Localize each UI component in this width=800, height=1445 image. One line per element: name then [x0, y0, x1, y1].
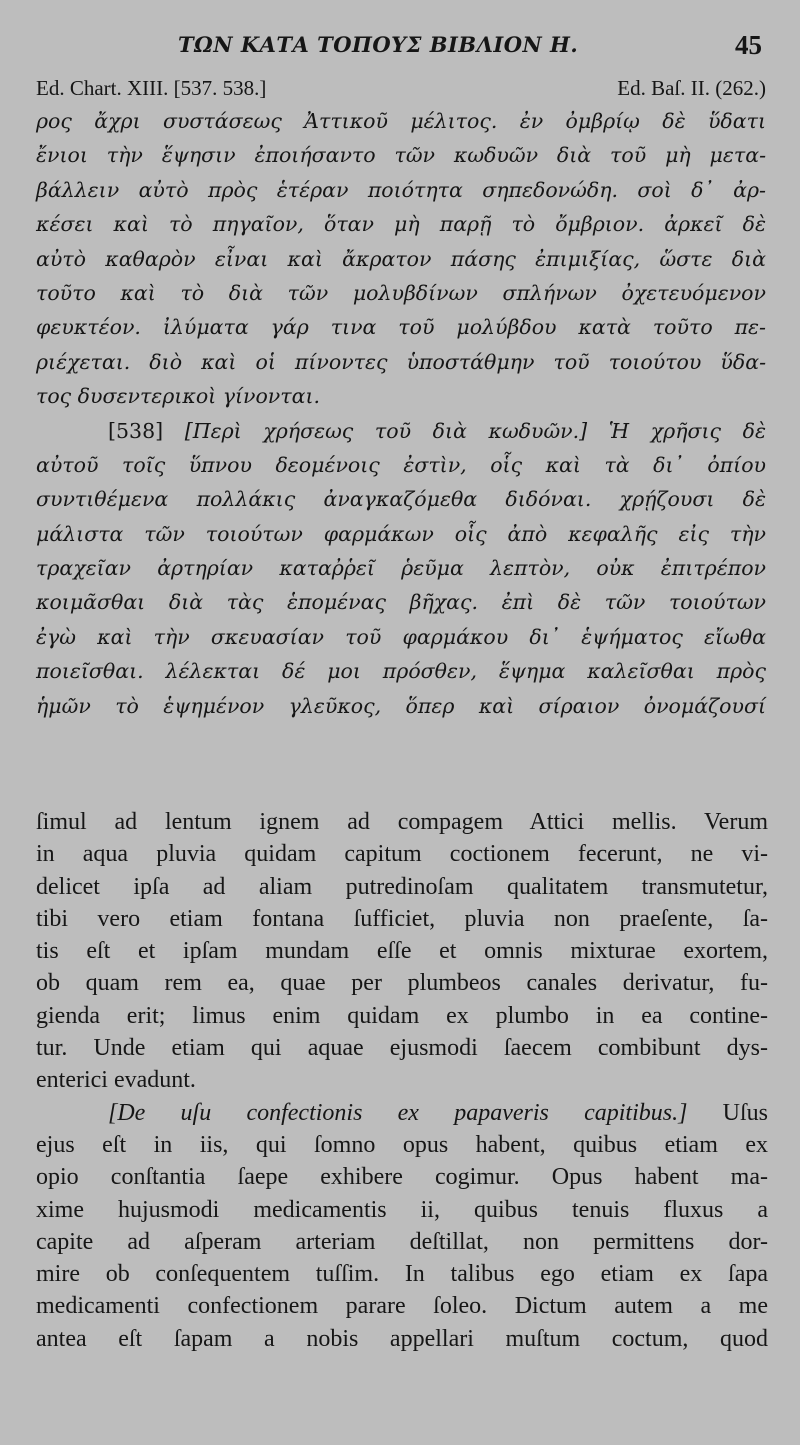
greek-line: ποιεῖσθαι. λέλεκται δέ μοι πρόσθεν, ἕψημα καλεῖσθαι πρὸς: [36, 659, 766, 684]
latin-line: enterici evadunt.: [36, 1067, 196, 1094]
edition-reference: [36, 76, 766, 102]
greek-line: ριέχεται. διὸ καὶ οἱ πίνοντες ὑποστάθμην τοῦ τοιούτου ὕδα-: [36, 349, 766, 374]
greek-line: τος δυσεντερικοὶ γίνονται.: [36, 384, 321, 409]
latin-line: opio conſtantia ſaepe exhibere cogimur. Opus habent ma-: [36, 1164, 768, 1191]
greek-text: [36, 104, 766, 723]
greek-line: κέσει καὶ τὸ πηγαῖον, ὅταν μὴ παρῇ τὸ ὄμβριον. ἀρκεῖ δὲ: [36, 212, 766, 237]
latin-line: capite ad aſperam arteriam deſtillat, non permittens dor-: [36, 1228, 768, 1255]
latin-line: xime hujusmodi medicamentis ii, quibus tenuis fluxus a: [36, 1196, 768, 1223]
greek-line: φευκτέον. ἰλύματα γάρ τινα τοῦ μολύβδου κατὰ τοῦτο πε-: [36, 315, 766, 340]
latin-line: mire ob conſequentem tuſſim. In talibus ego etiam ex ſapa: [36, 1261, 768, 1288]
greek-line: ἔνιοι τὴν ἕψησιν ἐποιήσαντο τῶν κωδυῶν διὰ τοῦ μὴ μετα-: [36, 143, 766, 168]
latin-line: tis eſt et ipſam mundam eſſe et omnis mixturae exortem,: [36, 938, 768, 965]
latin-line-rest: Uſus: [722, 1099, 768, 1126]
edition-chartier: Ed. Chart. XIII. [537. 538.]: [36, 76, 267, 100]
latin-line: ſimul ad lentum ignem ad compagem Attici mellis. Verum: [36, 809, 768, 835]
greek-line: αὐτὸ καθαρὸν εἶναι καὶ ἄκρατον πάσης ἐπιμιξίας, ὥστε διὰ: [36, 246, 766, 271]
greek-line-rest: Ἡ χρῆσις δὲ: [608, 418, 766, 443]
running-title: ΤΩΝ ΚΑΤΑ ΤΟΠΟΥΣ ΒΙΒΛΙΟΝ Η.: [178, 32, 579, 57]
page-number: 45: [735, 30, 762, 60]
greek-page-marker: [538]: [108, 418, 164, 443]
greek-line: ἡμῶν τὸ ἑψημένον γλεῦκος, ὅπερ καὶ σίραιον ὀνομάζουσί: [36, 693, 766, 718]
latin-line: in aqua pluvia quidam capitum coctionem fecerunt, ne vi-: [36, 841, 768, 868]
greek-line: τοῦτο καὶ τὸ διὰ τῶν μολυβδίνων σπλήνων ὀχετευόμενον: [36, 280, 766, 305]
greek-line: συντιθέμενα πολλάκις ἀναγκαζόμεθα διδόναι. χρῄζουσι δὲ: [36, 487, 766, 512]
greek-section-heading: [Περὶ χρήσεως τοῦ διὰ κωδυῶν.]: [184, 418, 588, 443]
latin-line: tur. Unde etiam qui aquae ejusmodi ſaecem combibunt dys-: [36, 1035, 768, 1062]
greek-line: ρος ἄχρι συστάσεως Ἀττικοῦ μέλιτος. ἐν ὀμβρίῳ δὲ ὕδατι: [36, 109, 766, 133]
greek-line: μάλιστα τῶν τοιούτων φαρμάκων οἷς ἀπὸ κεφαλῆς εἰς τὴν: [36, 521, 766, 546]
latin-line: ob quam rem ea, quae per plumbeos canales derivatur, fu-: [36, 970, 768, 997]
running-head: [0, 30, 800, 64]
edition-basel: Ed. Baſ. II. (262.): [617, 76, 766, 100]
latin-line: tibi vero etiam fontana ſufficiet, pluvia non praeſente, ſa-: [36, 905, 768, 932]
greek-line: τραχεῖαν ἀρτηρίαν καταῤῥεῖ ῥεῦμα λεπτὸν, οὐκ ἐπιτρέπον: [36, 556, 766, 581]
latin-line: gienda erit; limus enim quidam ex plumbo in ea contine-: [36, 1002, 768, 1029]
latin-section-heading: [De uſu confectionis ex papaveris capitibus.]: [108, 1099, 688, 1126]
greek-section-heading-line: [36, 414, 766, 448]
greek-line: κοιμᾶσθαι διὰ τὰς ἑπομένας βῆχας. ἐπὶ δὲ τῶν τοιούτων: [36, 590, 766, 615]
latin-line: medicamenti confectionem parare ſoleo. Dictum autem a me: [36, 1293, 768, 1320]
latin-line: ejus eſt in iis, qui ſomno opus habent, quibus etiam ex: [36, 1131, 768, 1158]
greek-line: βάλλειν αὐτὸ πρὸς ἑτέραν ποιότητα σηπεδονώδη. σοὶ δ᾽ ἀρ-: [36, 177, 766, 202]
greek-line: αὐτοῦ τοῖς ὕπνου δεομένοις ἐστὶν, οἷς καὶ τὰ δι᾽ ὀπίου: [36, 452, 766, 477]
latin-line: antea eſt ſapam a nobis appellari muſtum coctum, quod: [36, 1325, 768, 1352]
latin-text: [36, 806, 768, 1355]
latin-section-heading-line: [36, 1097, 768, 1129]
greek-line: ἐγὼ καὶ τὴν σκευασίαν τοῦ φαρμάκου δι᾽ ἑψήματος εἴωθα: [36, 624, 766, 649]
latin-line: delicet ipſa ad aliam putredinoſam qualitatem transmutetur,: [36, 873, 768, 900]
